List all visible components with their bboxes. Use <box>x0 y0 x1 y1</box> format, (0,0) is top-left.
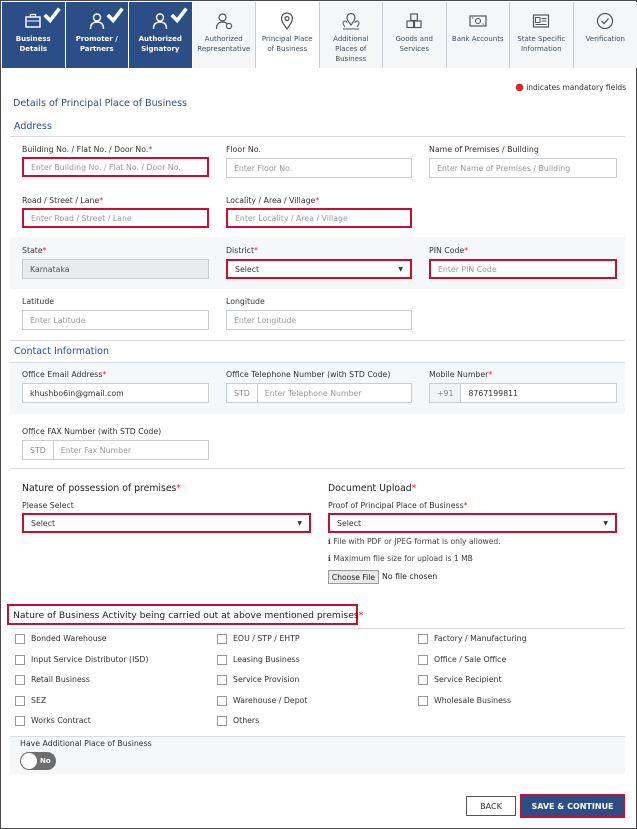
divider <box>10 340 625 341</box>
size-note: ℹ Maximum file size for upload is 1 MB <box>328 554 473 563</box>
check-icon <box>42 5 62 25</box>
tab-label: Principal Place of Business <box>261 35 313 53</box>
floor-label: Floor No. <box>226 145 261 154</box>
locality-input[interactable]: Enter Locality / Area / Village <box>226 208 412 228</box>
checkbox-others[interactable] <box>217 716 227 726</box>
person-icon <box>87 11 107 31</box>
activity-heading: Nature of Business Activity being carried out at above mentioned premises* <box>13 610 364 621</box>
telephone-label: Office Telephone Number (with STD Code) <box>226 370 391 379</box>
checkbox-label: Works Contract <box>31 716 91 725</box>
mobile-label: Mobile Number* <box>429 370 493 379</box>
tab-label: Authorized Representative <box>197 35 251 53</box>
no-file-text: No file chosen <box>382 572 438 581</box>
building-input[interactable]: Enter Building No. / Flat No. / Door No. <box>22 157 209 177</box>
wizard-tabs <box>2 2 637 68</box>
divider <box>10 628 625 629</box>
checkbox-service-provision[interactable] <box>217 675 227 685</box>
possession-select[interactable]: Select ▼ <box>22 513 311 533</box>
latitude-label: Latitude <box>22 297 55 306</box>
building-label: Building No. / Flat No. / Door No.* <box>22 145 153 154</box>
choose-file-button[interactable]: Choose File <box>328 570 379 584</box>
district-label: District* <box>226 246 258 255</box>
floor-input[interactable]: Enter Floor No. <box>226 158 412 178</box>
latitude-input[interactable]: Enter Latitude <box>22 310 209 330</box>
page-title: Details of Principal Place of Business <box>13 98 187 109</box>
road-input[interactable]: Enter Road / Street / Lane <box>22 208 209 228</box>
check-icon <box>169 5 189 25</box>
location-pin-icon <box>277 11 297 31</box>
premises-label: Name of Premises / Building <box>429 145 539 154</box>
tab-additional-places[interactable] <box>320 2 384 68</box>
tab-principal-place[interactable] <box>256 2 320 68</box>
checkbox-office[interactable] <box>418 655 428 665</box>
location-pins-icon <box>341 11 361 31</box>
road-label: Road / Street / Lane* <box>22 196 104 205</box>
checkbox-label: Others <box>233 716 260 725</box>
checkbox-label: Input Service Distributor (ISD) <box>31 655 149 664</box>
checkbox-label: Wholesale Business <box>434 696 512 705</box>
checkbox-bonded-warehouse[interactable] <box>15 634 25 644</box>
person-gear-icon <box>214 11 234 31</box>
contact-heading: Contact Information <box>14 346 109 357</box>
info-icon: ℹ <box>328 537 331 546</box>
check-icon <box>105 5 125 25</box>
checkbox-label: Office / Sale Office <box>434 655 507 664</box>
tab-label: Business Details <box>15 35 51 53</box>
back-button[interactable]: BACK <box>466 796 516 816</box>
checkbox-isd[interactable] <box>15 655 25 665</box>
checkbox-label: Retail Business <box>31 675 90 684</box>
mandatory-note: ● indicates mandatory fields <box>515 82 626 93</box>
checkbox-label: Factory / Manufacturing <box>434 634 527 643</box>
checkbox-retail[interactable] <box>15 675 25 685</box>
additional-label: Have Additional Place of Business <box>20 739 152 748</box>
checkbox-label: EOU / STP / EHTP <box>233 634 300 643</box>
checkbox-works-contract[interactable] <box>15 716 25 726</box>
tab-authorized-signatory[interactable] <box>129 2 193 68</box>
divider <box>10 468 625 469</box>
tab-label: Bank Accounts <box>451 35 504 43</box>
person-icon <box>150 11 170 31</box>
tab-label: Verification <box>585 35 625 43</box>
state-input: Karnataka <box>22 259 209 279</box>
tab-label: Promoter / Partners <box>75 35 118 53</box>
save-continue-button[interactable]: SAVE & CONTINUE <box>520 794 625 818</box>
country-code-prefix: +91 <box>430 384 461 402</box>
longitude-label: Longitude <box>226 297 265 306</box>
chevron-down-icon: ▼ <box>297 519 302 527</box>
checkbox-label: Service Provision <box>233 675 300 684</box>
pin-label: PIN Code* <box>429 246 469 255</box>
additional-toggle[interactable]: No <box>20 752 56 770</box>
district-select[interactable]: Select ▼ <box>226 259 412 279</box>
tab-label: State Specific Information <box>517 35 566 53</box>
checkbox-leasing[interactable] <box>217 655 227 665</box>
checkbox-label: Bonded Warehouse <box>31 634 107 643</box>
id-card-icon <box>531 11 551 31</box>
checkbox-label: Service Recipient <box>434 675 502 684</box>
tab-authorized-representative[interactable] <box>193 2 257 68</box>
checkbox-label: SEZ <box>31 696 47 705</box>
possession-label: Please Select <box>22 501 74 510</box>
divider <box>10 136 625 137</box>
mobile-input[interactable]: +91 8767199811 <box>429 383 617 403</box>
pin-input[interactable]: Enter PIN Code <box>429 259 617 279</box>
fax-input[interactable]: STD Enter Fax Number <box>22 440 209 460</box>
tab-state-specific[interactable] <box>510 2 574 68</box>
checkbox-sez[interactable] <box>15 696 25 706</box>
checkbox-eou[interactable] <box>217 634 227 644</box>
premises-input[interactable]: Enter Name of Premises / Building <box>429 158 617 178</box>
fax-label: Office FAX Number (with STD Code) <box>22 427 162 436</box>
boxes-icon <box>404 11 424 31</box>
chevron-down-icon: ▼ <box>398 265 403 273</box>
tab-label: Goods and Services <box>395 35 433 53</box>
chevron-down-icon: ▼ <box>603 519 608 527</box>
tab-label: Authorized Signatory <box>138 35 182 53</box>
email-input[interactable]: khushbo6in@gmail.com <box>22 383 209 403</box>
email-label: Office Email Address* <box>22 370 107 379</box>
tab-business-details[interactable] <box>2 2 66 68</box>
tab-verification[interactable] <box>574 2 637 68</box>
checkbox-factory[interactable] <box>418 634 428 644</box>
telephone-input[interactable]: STD Enter Telephone Number <box>226 383 412 403</box>
upload-heading: Document Upload* <box>328 483 417 494</box>
tab-goods-services[interactable] <box>383 2 447 68</box>
info-icon: ℹ <box>328 554 331 563</box>
upload-label: Proof of Principal Place of Business* <box>328 501 468 510</box>
checkbox-service-recipient[interactable] <box>418 675 428 685</box>
proof-select[interactable]: Select ▼ <box>328 513 617 533</box>
checkbox-label: Warehouse / Depot <box>233 696 308 705</box>
checkbox-wholesale[interactable] <box>418 696 428 706</box>
checkbox-warehouse[interactable] <box>217 696 227 706</box>
std-prefix: STD <box>227 384 258 402</box>
tab-bank-accounts[interactable] <box>447 2 511 68</box>
longitude-input[interactable]: Enter Longitude <box>226 310 412 330</box>
toggle-knob <box>21 753 37 769</box>
checkbox-label: Leasing Business <box>233 655 300 664</box>
briefcase-icon <box>23 11 43 31</box>
address-heading: Address <box>14 121 52 132</box>
tab-promoter-partners[interactable] <box>66 2 130 68</box>
format-note: ℹ File with PDF or JPEG format is only allowed. <box>328 537 501 546</box>
state-label: State* <box>22 246 47 255</box>
banknote-icon <box>468 11 488 31</box>
possession-heading: Nature of possession of premises* <box>22 483 182 494</box>
check-circle-icon <box>595 11 615 31</box>
tab-label: Additional Places of Business <box>333 35 369 63</box>
std-prefix: STD <box>23 441 54 459</box>
locality-label: Locality / Area / Village* <box>226 196 320 205</box>
